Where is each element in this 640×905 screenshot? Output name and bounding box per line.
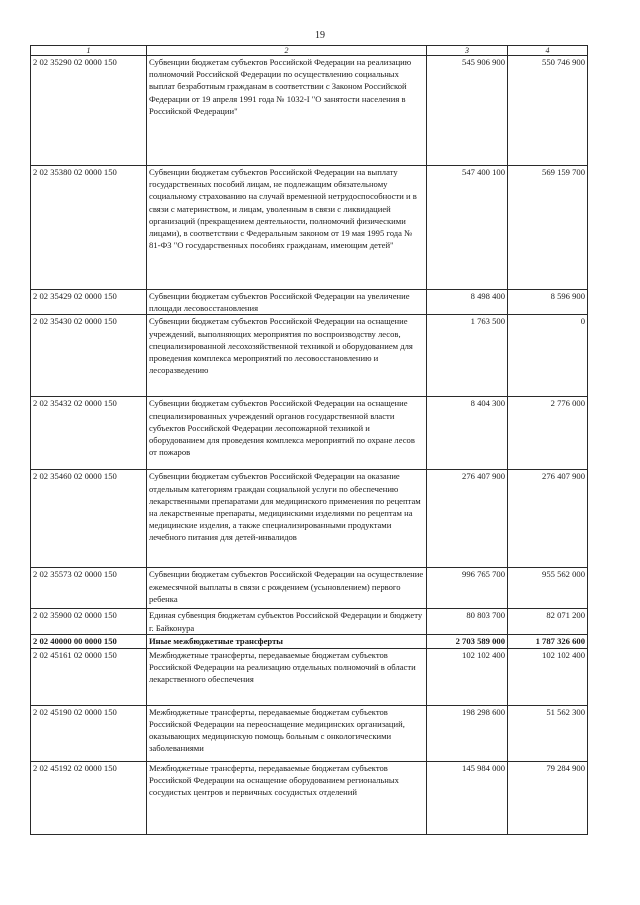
row-code: 2 02 35380 02 0000 150 [31,166,147,290]
row-value-3: 276 407 900 [427,470,508,568]
row-value-4: 79 284 900 [508,761,588,834]
row-value-3: 996 765 700 [427,568,508,609]
row-name: Субвенции бюджетам субъектов Российской Федерации на осуществление ежемесячной выплаты в связи с рождением (усыновлением) первого ребенка [147,568,427,609]
table-row [31,166,588,290]
row-value-4: 82 071 200 [508,609,588,635]
table-row [31,705,588,761]
row-code: 2 02 35290 02 0000 150 [31,56,147,166]
table-row [31,470,588,568]
row-value-3: 1 763 500 [427,315,508,397]
row-value-3: 145 984 000 [427,761,508,834]
row-value-3: 102 102 400 [427,648,508,705]
row-code: 2 02 35573 02 0000 150 [31,568,147,609]
row-name: Межбюджетные трансферты, передаваемые бюджетам субъектов Российской Федерации на переоснащение медицинских организаций, оказывающих медицинскую помощь больным с онкологическими заболеваниями [147,705,427,761]
table-row [31,568,588,609]
row-name: Субвенции бюджетам субъектов Российской Федерации на оснащение специализированных учреждений органов государственной власти субъектов Российской Федерации лесопожарной техникой и оборудованием для проведения комплекса мероприятий по охране лесов от пожаров [147,397,427,470]
row-value-4: 1 787 326 600 [508,635,588,648]
row-code: 2 02 45161 02 0000 150 [31,648,147,705]
row-value-3: 545 906 900 [427,56,508,166]
row-value-3: 8 498 400 [427,290,508,315]
row-code: 2 02 35430 02 0000 150 [31,315,147,397]
row-value-3: 198 298 600 [427,705,508,761]
row-value-4: 8 596 900 [508,290,588,315]
row-code: 2 02 35460 02 0000 150 [31,470,147,568]
header-col-3: 3 [427,46,508,56]
table-row [31,761,588,834]
row-code: 2 02 40000 00 0000 150 [31,635,147,648]
row-name: Субвенции бюджетам субъектов Российской Федерации на увеличение площади лесовосстановления [147,290,427,315]
page-number: 19 [315,30,325,41]
row-name: Межбюджетные трансферты, передаваемые бюджетам субъектов Российской Федерации на реализацию отдельных полномочий в области лекарственного обеспечения [147,648,427,705]
row-value-3: 8 404 300 [427,397,508,470]
header-col-1: 1 [31,46,147,56]
row-value-4: 569 159 700 [508,166,588,290]
row-value-4: 51 562 300 [508,705,588,761]
table-row [31,609,588,635]
row-code: 2 02 35432 02 0000 150 [31,397,147,470]
row-value-3: 547 400 100 [427,166,508,290]
budget-table [30,45,588,835]
row-value-4: 0 [508,315,588,397]
row-value-4: 276 407 900 [508,470,588,568]
row-code: 2 02 35900 02 0000 150 [31,609,147,635]
row-name: Единая субвенция бюджетам субъектов Российской Федерации и бюджету г. Байконура [147,609,427,635]
table-row [31,397,588,470]
row-value-3: 80 803 700 [427,609,508,635]
header-col-2: 2 [147,46,427,56]
row-value-3: 2 703 589 000 [427,635,508,648]
row-value-4: 955 562 000 [508,568,588,609]
table-row-total [31,635,588,648]
header-col-4: 4 [508,46,588,56]
table-header-row [31,46,588,56]
row-name: Субвенции бюджетам субъектов Российской Федерации на оказание отдельным категориям граждан социальной услуги по обеспечению лекарственными препаратами для медицинского применения по рецептам на лекарственные препараты, медицинскими изделиями по рецептам на медицинские изделия, а также специализированными продуктами лечебного питания для детей-инвалидов [147,470,427,568]
table-row [31,290,588,315]
row-code: 2 02 45190 02 0000 150 [31,705,147,761]
row-value-4: 550 746 900 [508,56,588,166]
row-value-4: 2 776 000 [508,397,588,470]
row-name: Субвенции бюджетам субъектов Российской Федерации на выплату государственных пособий лицам, не подлежащим обязательному социальному страхованию на случай временной нетрудоспособности и в связи с материнством, и лицам, уволенным в связи с ликвидацией организаций (прекращением деятельности, полномочий физическими лицами), в соответствии с Федеральным законом от 19 мая 1995 года № 81-ФЗ "О государственных пособиях гражданам, имеющим детей" [147,166,427,290]
table-row [31,56,588,166]
row-value-4: 102 102 400 [508,648,588,705]
row-name: Иные межбюджетные трансферты [147,635,427,648]
row-code: 2 02 35429 02 0000 150 [31,290,147,315]
row-name: Субвенции бюджетам субъектов Российской Федерации на оснащение учреждений, выполняющих мероприятия по воспроизводству лесов, специализированной лесохозяйственной техникой и оборудованием для проведения комплекса мероприятий по лесовосстановлению и лесоразведению [147,315,427,397]
table-row [31,315,588,397]
row-code: 2 02 45192 02 0000 150 [31,761,147,834]
row-name: Межбюджетные трансферты, передаваемые бюджетам субъектов Российской Федерации на оснащение оборудованием региональных сосудистых центров и первичных сосудистых отделений [147,761,427,834]
row-name: Субвенции бюджетам субъектов Российской Федерации на реализацию полномочий Российской Федерации по осуществлению социальных выплат безработным гражданам в соответствии с Законом Российской Федерации от 19 апреля 1991 года № 1032-I "О занятости населения в Российской Федерации" [147,56,427,166]
table-row [31,648,588,705]
